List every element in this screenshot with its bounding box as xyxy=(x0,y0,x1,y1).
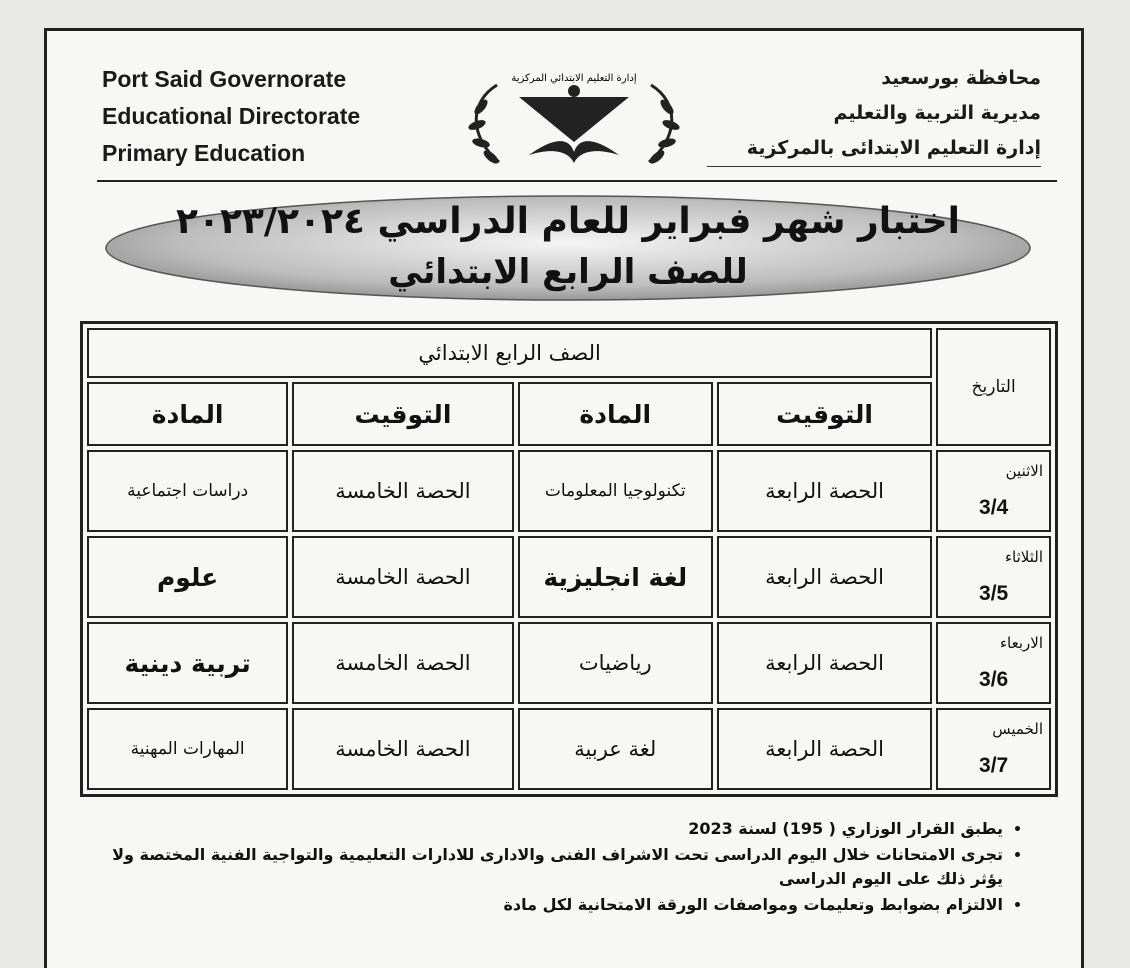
time2-cell: الحصة الخامسة xyxy=(292,708,513,790)
subject1-cell: لغة عربية xyxy=(518,708,713,790)
day-date: 3/4 xyxy=(979,496,1009,519)
day-cell xyxy=(936,708,1051,790)
day-cell xyxy=(936,450,1051,532)
time2-cell: الحصة الخامسة xyxy=(292,536,513,618)
note-item: • يطبق القرار الوزاري ( 195) لسنة 2023 xyxy=(97,817,1003,841)
banner-title: اختبار شهر فبراير للعام الدراسي ٢٠٢٣/٢٠٢٤ xyxy=(176,201,960,242)
time1-cell: الحصة الرابعة xyxy=(717,622,932,704)
title-banner xyxy=(99,191,1037,297)
exam-schedule-sheet xyxy=(44,28,1084,968)
time2-cell: الحصة الخامسة xyxy=(292,450,513,532)
department-ar: إدارة التعليم الابتدائى بالمركزية xyxy=(707,131,1041,167)
day-date: 3/7 xyxy=(979,754,1009,777)
arabic-header xyxy=(707,61,1041,167)
subject2-cell: علوم xyxy=(87,536,288,618)
notes-section xyxy=(97,817,1031,919)
day-name: الثلاثاء xyxy=(1004,548,1043,566)
table-row xyxy=(87,536,1051,618)
day-name: الخميس xyxy=(992,720,1043,738)
governorate-en: Port Said Governorate xyxy=(102,66,347,92)
col-header-subject-1: المادة xyxy=(518,382,713,446)
table-row xyxy=(87,450,1051,532)
schedule-table xyxy=(80,321,1058,797)
directorate-ar: مديرية التربية والتعليم xyxy=(833,102,1041,124)
date-column-header: التاريخ xyxy=(936,328,1051,446)
day-cell xyxy=(936,622,1051,704)
header-divider xyxy=(97,180,1057,182)
subject2-cell: المهارات المهنية xyxy=(87,708,288,790)
table-row xyxy=(87,708,1051,790)
banner-subtitle: للصف الرابع الابتدائي xyxy=(388,252,748,292)
note-item: • تجرى الامتحانات خلال اليوم الدراسى تحت الاشراف الفنى والادارى للادارات التعليمية والتواجية الفنية المختصة ولا يؤثر ذلك على اليوم الدراسى xyxy=(97,843,1003,891)
subject1-cell: رياضيات xyxy=(518,622,713,704)
time1-cell: الحصة الرابعة xyxy=(717,450,932,532)
department-en: Primary Education xyxy=(102,140,306,166)
grade-title: الصف الرابع الابتدائي xyxy=(87,328,932,378)
note-item: • الالتزام بضوابط وتعليمات ومواصفات الورقة الامتحانية لكل مادة xyxy=(97,893,1003,917)
col-header-time-2: التوقيت xyxy=(292,382,513,446)
ministry-logo xyxy=(459,67,689,177)
subject1-cell: لغة انجليزية xyxy=(518,536,713,618)
day-name: الاثنين xyxy=(1005,462,1043,480)
logo-caption: إدارة التعليم الابتدائي المركزية xyxy=(511,73,637,84)
day-name: الاربعاء xyxy=(999,634,1043,652)
time1-cell: الحصة الرابعة xyxy=(717,536,932,618)
subject2-cell: تربية دينية xyxy=(87,622,288,704)
day-date: 3/5 xyxy=(979,582,1009,605)
directorate-en: Educational Directorate xyxy=(102,103,361,129)
governorate-ar: محافظة بورسعيد xyxy=(881,67,1041,89)
subject2-cell: دراسات اجتماعية xyxy=(87,450,288,532)
time2-cell: الحصة الخامسة xyxy=(292,622,513,704)
day-date: 3/6 xyxy=(979,668,1009,691)
time1-cell: الحصة الرابعة xyxy=(717,708,932,790)
day-cell xyxy=(936,536,1051,618)
table-row xyxy=(87,622,1051,704)
subject1-cell: تكنولوجيا المعلومات xyxy=(518,450,713,532)
col-header-time-1: التوقيت xyxy=(717,382,932,446)
english-header xyxy=(102,61,360,172)
col-header-subject-2: المادة xyxy=(87,382,288,446)
